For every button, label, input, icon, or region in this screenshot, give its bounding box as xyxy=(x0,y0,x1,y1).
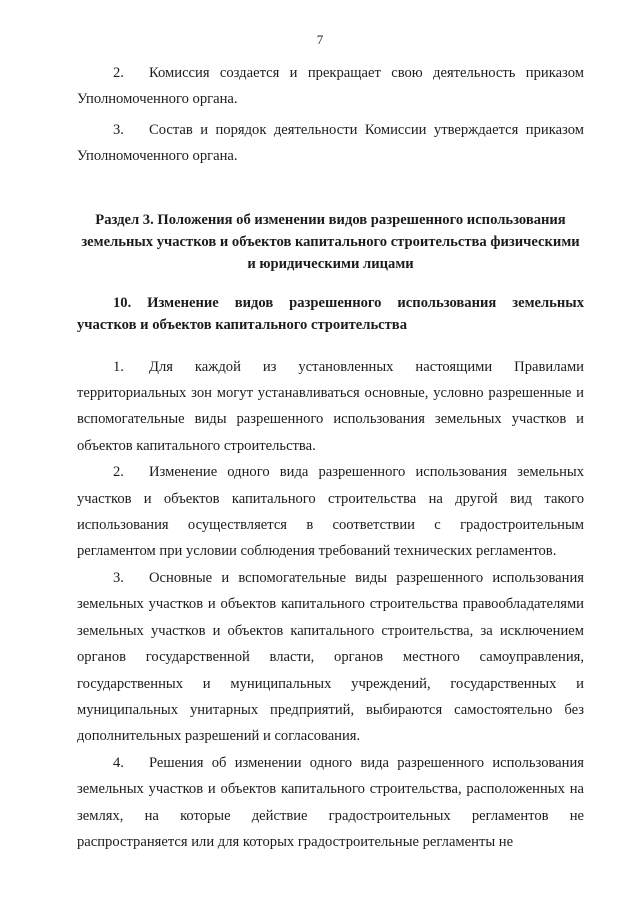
paragraph-number: 2. xyxy=(113,65,124,81)
paragraph-number: 2. xyxy=(113,464,124,481)
paragraph-text: Изменение одного вида разрешенного использования земельных участков и объектов капитального строительства на другой вид такого использования осуществляется в соответствии с градостроительным регламентом при условии соблюдения требований технических регламентов. xyxy=(77,464,584,560)
paragraph-text: Комиссия создается и прекращает свою деятельность приказом Уполномоченного органа. xyxy=(77,65,584,108)
paragraph-number: 3. xyxy=(113,121,124,138)
page-number: 7 xyxy=(316,32,324,47)
paragraph-text: Для каждой из установленных настоящими Правилами территориальных зон могут устанавливаться основные, условно разрешенные и вспомогательные виды разрешенного использования земельных участков и объектов капитального строительства. xyxy=(77,358,584,454)
paragraph-text: Состав и порядок деятельности Комиссии утверждается приказом Уполномоченного органа. xyxy=(77,121,584,165)
paragraph-intro-2 xyxy=(77,60,584,113)
paragraph-number: 1. xyxy=(113,358,124,375)
paragraph-article-1 xyxy=(77,354,584,460)
paragraph-text: Решения об изменении одного вида разрешенного использования земельных участков и объектов капитального строительства, расположенных на землях, на которые действие градостроительных регламентов не распространяется или для которых градостроительные регламенты не xyxy=(77,754,584,850)
article-heading: 10. Изменение видов разрешенного использования земельных участков и объектов капитального строительства xyxy=(77,294,584,333)
paragraph-number: 4. xyxy=(113,754,124,771)
paragraph-article-3 xyxy=(77,565,584,750)
paragraph-article-2 xyxy=(77,459,584,565)
paragraph-number: 3. xyxy=(113,569,124,586)
document-body xyxy=(77,60,584,855)
paragraph-text: Основные и вспомогательные виды разрешенного использования земельных участков и объектов капитального строительства правообладателями земельных участков и объектов капитального строительства, за исключением органов государственной власти, органов местного самоуправления, государственных и муниципальных учреждений, государственных и муниципальных унитарных предприятий, выбираются самостоятельно без дополнительных разрешений и согласования. xyxy=(77,569,584,745)
section-heading: Раздел 3. Положения об изменении видов разрешенного использования земельных участков и объектов капитального строительства физическими и юридическими лицами xyxy=(81,211,580,272)
paragraph-article-4 xyxy=(77,750,584,856)
paragraph-intro-3 xyxy=(77,117,584,170)
